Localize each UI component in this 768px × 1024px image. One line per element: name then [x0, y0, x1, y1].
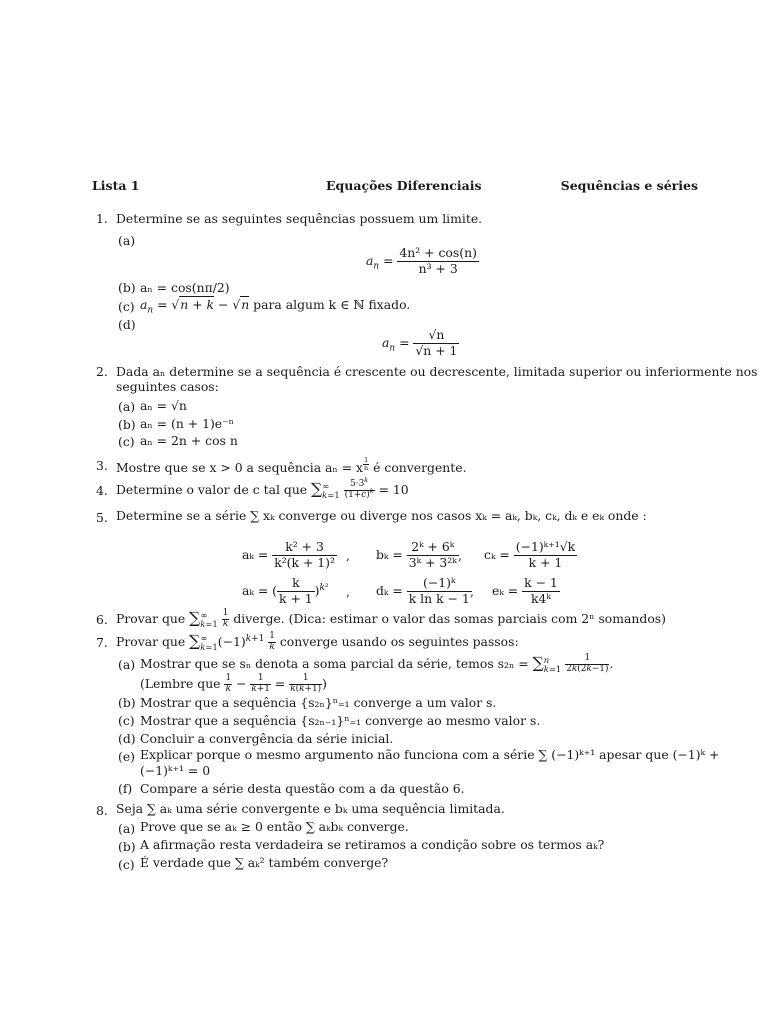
question-number: 4.	[96, 483, 108, 498]
question-text-end: é convergente.	[373, 460, 467, 476]
item-text: Concluir a convergência da série inicial.	[140, 731, 394, 746]
item-label: (c)	[118, 299, 135, 314]
fraction-numerator: 4n² + cos(n)	[399, 245, 477, 260]
item-text: Mostrar que a sequência {s₂ₙ₋₁}ⁿ₌₁ converge ao mesmo valor s.	[140, 713, 541, 728]
question-text-line-2: seguintes casos:	[116, 379, 219, 394]
equation-5-bk: bₖ = $\frac{\text{2ᵏ + 6ᵏ}}{\text{3ᵏ + 3²ᵏ}}$	[376, 539, 457, 570]
question-text-start: Determine o valor de c tal que	[116, 482, 308, 497]
equation-5-ck: cₖ = $\frac{\text{(−1)ᵏ⁺¹√k}}{k + 1}$	[484, 539, 576, 570]
equation-5-ak: aₖ = $\frac{\text{k² + 3}}{\text{k²(k + 1)²}}$	[242, 539, 335, 570]
separator: ,	[458, 548, 462, 563]
question-text-end: converge usando os seguintes passos:	[279, 634, 519, 649]
item-text-line-2: (−1)ᵏ⁺¹ = 0	[140, 763, 211, 778]
item-label: (e)	[118, 749, 136, 764]
equation-2c: aₙ = 2n + cos n	[140, 433, 238, 448]
item-label: (c)	[118, 857, 135, 872]
item-text: Mostrar que a sequência {s₂ₙ}ⁿ₌₁ converge a um valor s.	[140, 695, 497, 710]
separator: ,	[470, 584, 474, 599]
item-label: (a)	[118, 821, 136, 836]
item-label: (b)	[118, 839, 136, 854]
item-label: (d)	[118, 317, 136, 332]
item-label: (c)	[118, 434, 135, 449]
question-number: 5.	[96, 510, 108, 525]
header-topic: Sequências e séries	[560, 178, 698, 193]
question-number: 6.	[96, 612, 108, 627]
item-label: (f)	[118, 781, 133, 796]
equation-1b: aₙ = cos(nπ/2)	[140, 280, 230, 295]
question-text-start: Provar que	[116, 634, 186, 649]
item-label: (b)	[118, 417, 136, 432]
equation-5-dk: dₖ = $\frac{\text{(−1)ᵏ}}{\text{k ln k − 1}}$	[376, 575, 470, 606]
question-number: 3.	[96, 458, 108, 473]
separator: ,	[346, 584, 350, 599]
header-list-number: Lista 1	[92, 178, 140, 193]
item-label: (b)	[118, 695, 136, 710]
equation-1a: $a_n$ = $\frac{\text{4n² + cos(n)}}{\text{n³ + 3}}$	[366, 245, 477, 276]
separator: ,	[346, 548, 350, 563]
item-label: (c)	[118, 713, 135, 728]
equation-1d: $a_n$ = $\frac{√n}{√n + 1}$	[382, 327, 458, 358]
fraction-numerator: √n	[413, 328, 459, 344]
item-text: Compare a série desta questão com a da questão 6.	[140, 781, 465, 796]
item-7a-line-2: (Lembre que $\frac{1}{k}$ − $\frac{1}{k+1}$ = $\frac{1}{k(k+1)}$ )	[140, 673, 327, 694]
equation-1c: $a_n = √n + k - √n$ para algum k ∈ ℕ fixado.	[140, 297, 411, 316]
fraction-denominator: √n + 1	[415, 342, 458, 358]
item-text: É verdade que ∑ aₖ² também converge?	[140, 855, 389, 870]
question-number: 1.	[96, 211, 108, 226]
item-text: Prove que se aₖ ≥ 0 então ∑ aₖbₖ converge.	[140, 819, 409, 834]
item-label: (a)	[118, 233, 136, 248]
question-text: Mostre que se x > 0 a sequência aₙ = x $^{\frac{1}{n}}$ é convergente.	[116, 456, 467, 476]
question-text-line-1: Dada aₙ determine se a sequência é crescente ou decrescente, limitada superior ou inferiormente nos	[116, 364, 758, 379]
question-number: 2.	[96, 364, 108, 379]
equation-2b: aₙ = (n + 1)e⁻ⁿ	[140, 416, 235, 431]
question-text: Seja ∑ aₖ uma série convergente e bₖ uma sequência limitada.	[116, 801, 505, 816]
item-label: (a)	[118, 399, 136, 414]
question-text: Provar que ∑ ∞ k=1 $\frac{1}{k}$ diverge. (Dica: estimar o valor das somas parciais com 2ⁿ somandos)	[116, 608, 666, 629]
question-number: 7.	[96, 635, 108, 650]
fraction-denominator: n³ + 3	[418, 260, 458, 276]
item-text-line-1: Explicar porque o mesmo argumento não funciona com a série ∑ (−1)ᵏ⁺¹ apesar que (−1)ᵏ +	[140, 747, 720, 762]
question-text: Provar que ∑ ∞ k=1 $(-1)^{k+1}$ $\frac{1}{k}$ converge usando os seguintes passos:	[116, 631, 519, 652]
question-text-start: Mostre que se x > 0 a sequência aₙ = x	[116, 460, 364, 476]
question-text-start: Provar que	[116, 611, 186, 626]
question-text: Determine se a série ∑ xₖ converge ou diverge nos casos xₖ = aₖ, bₖ, cₖ, dₖ e eₖ onde :	[116, 508, 647, 523]
equation-5-ak-2: aₖ = ( $\frac{k}{k + 1}$ )$^{k^2}$	[242, 575, 329, 606]
item-text: para algum k ∈ ℕ fixado.	[253, 297, 411, 312]
item-label: (a)	[118, 657, 136, 672]
item-label: (d)	[118, 731, 136, 746]
page-header	[92, 178, 698, 194]
question-text: Determine se as seguintes sequências possuem um limite.	[116, 211, 483, 226]
equation-5-ek: eₖ = $\frac{k - 1}{\text{k4ᵏ}}$	[492, 575, 558, 606]
question-number: 8.	[96, 803, 108, 818]
question-text-end: = 10	[378, 482, 409, 497]
header-course-title: Equações Diferenciais	[326, 178, 482, 193]
question-text: Determine o valor de c tal que ∑ ∞ k=1 $\frac{5\cdot 3^k}{(1+c)^k}$ = 10	[116, 476, 409, 500]
item-text: A afirmação resta verdadeira se retiramos a condição sobre os termos aₖ?	[140, 837, 605, 852]
item-label: (b)	[118, 280, 136, 295]
question-text-end: diverge. (Dica: estimar o valor das somas parciais com 2ⁿ somandos)	[233, 611, 666, 626]
equation-2a: aₙ = √n	[140, 398, 187, 413]
item-7a-line-1: Mostrar que se sₙ denota a soma parcial da série, temos s₂ₙ = ∑ n k=1 $\frac{1}{2k(2k-1)}$ .	[140, 653, 614, 674]
